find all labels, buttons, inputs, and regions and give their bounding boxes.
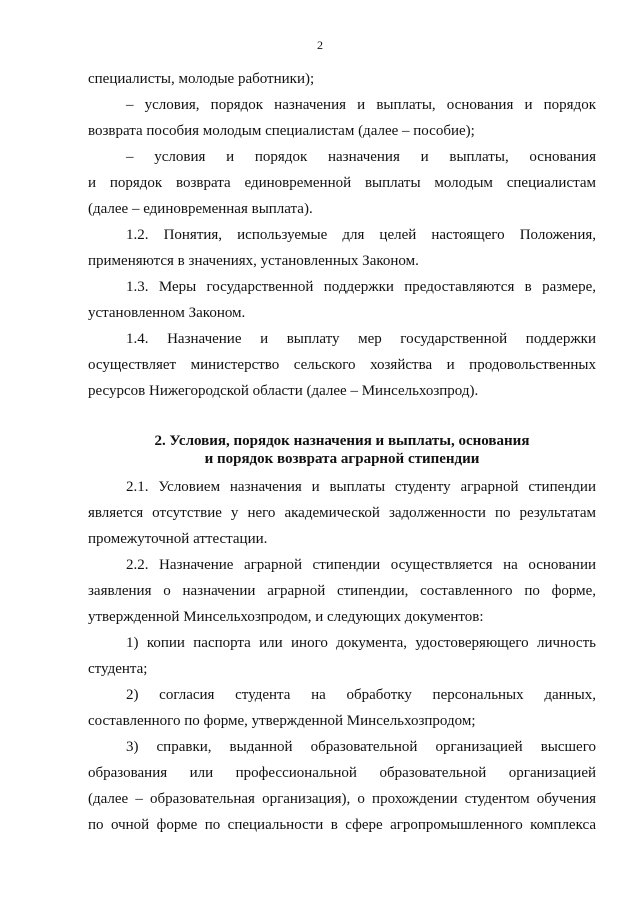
text-line: установленном Законом. xyxy=(88,305,246,321)
text-line: возврата пособия молодым специалистам (далее – пособие); xyxy=(88,123,475,139)
text-line: применяются в значениях, установленных Законом. xyxy=(88,253,419,269)
text-line: является отсутствие у него академической задолженности по результатам xyxy=(88,505,596,521)
text-line: и порядок возврата единовременной выплаты молодым специалистам xyxy=(88,175,596,191)
text-line: составленного по форме, утвержденной Минсельхозпродом; xyxy=(88,713,476,729)
text-line: студента; xyxy=(88,661,148,677)
text-line: 1) копии паспорта или иного документа, удостоверяющего личность xyxy=(126,635,596,651)
section-heading: и порядок возврата аграрной стипендии xyxy=(204,451,480,467)
text-line: образования или профессиональной образовательной организацией xyxy=(88,765,596,781)
text-line: 1.2. Понятия, используемые для целей настоящего Положения, xyxy=(126,227,596,243)
text-line: по очной форме по специальности в сфере агропромышленного комплекса xyxy=(88,817,596,833)
text-line: 3) справки, выданной образовательной организацией высшего xyxy=(126,739,596,755)
text-line: 2.2. Назначение аграрной стипендии осуществляется на основании xyxy=(126,557,596,573)
text-line: утвержденной Минсельхозпродом, и следующих документов: xyxy=(88,609,484,625)
text-line: ресурсов Нижегородской области (далее – Минсельхозпрод). xyxy=(88,383,479,399)
text-line: 1.4. Назначение и выплату мер государственной поддержки xyxy=(126,331,596,347)
text-line: специалисты, молодые работники); xyxy=(88,71,315,87)
text-line: (далее – единовременная выплата). xyxy=(88,201,313,217)
text-line: 1.3. Меры государственной поддержки предоставляются в размере, xyxy=(126,279,596,295)
text-line: – условия и порядок назначения и выплаты, основания xyxy=(126,149,596,165)
text-line: промежуточной аттестации. xyxy=(88,531,268,547)
text-line: заявления о назначении аграрной стипендии, составленного по форме, xyxy=(88,583,596,599)
page-number: 2 xyxy=(317,38,323,52)
text-line: осуществляет министерство сельского хозяйства и продовольственных xyxy=(88,357,596,373)
text-line: (далее – образовательная организация), о прохождении студентом обучения xyxy=(88,791,596,807)
text-line: 2) согласия студента на обработку персональных данных, xyxy=(126,687,596,703)
text-line: 2.1. Условием назначения и выплаты студенту аграрной стипендии xyxy=(126,479,596,495)
section-heading: 2. Условия, порядок назначения и выплаты, основания xyxy=(154,433,530,449)
text-line: – условия, порядок назначения и выплаты, основания и порядок xyxy=(126,97,596,113)
